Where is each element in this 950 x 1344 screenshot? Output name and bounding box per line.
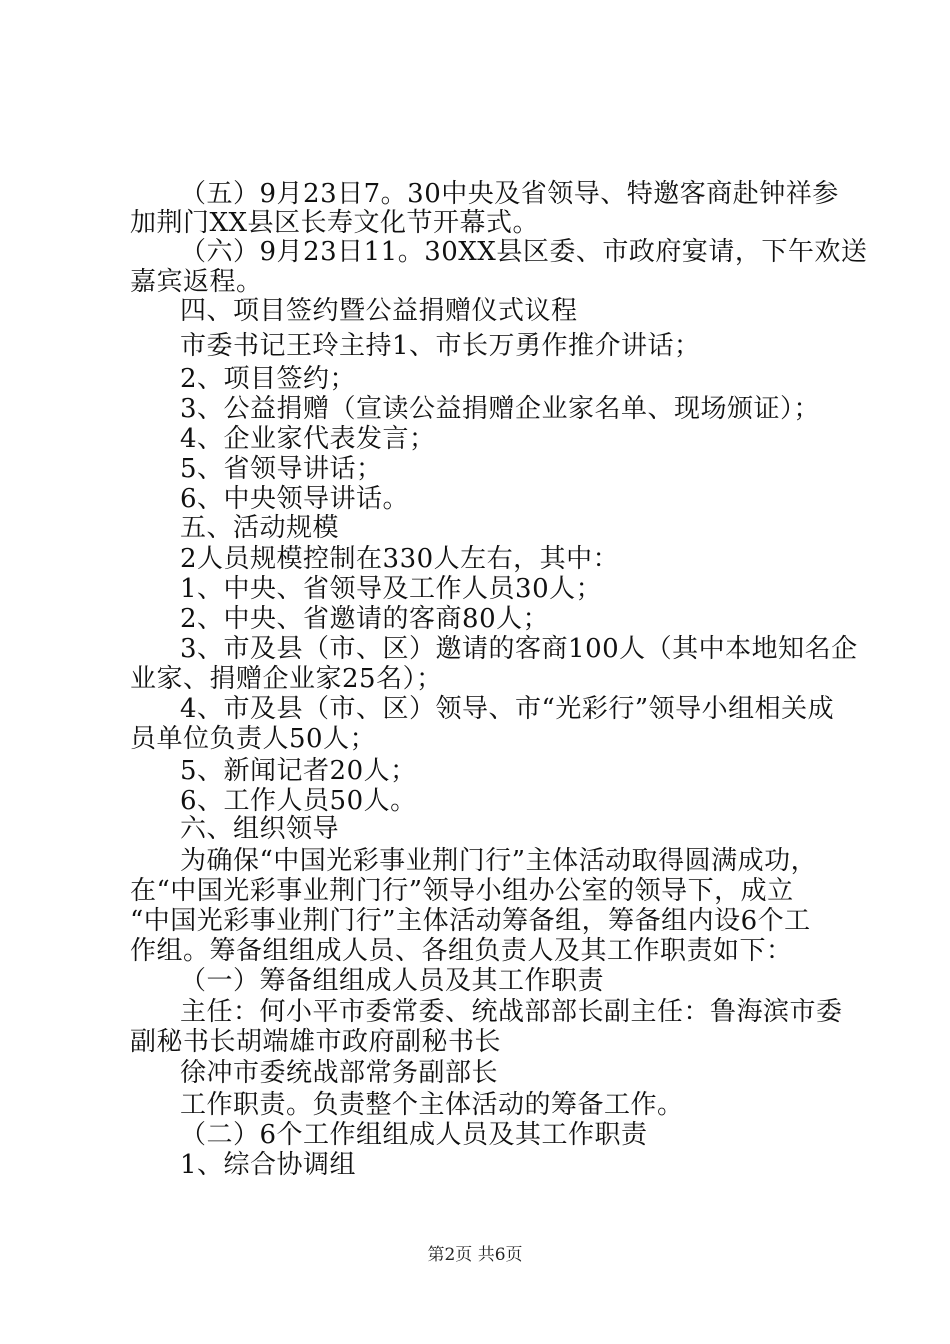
subsection-heading: （一）筹备组组成人员及其工作职责	[180, 966, 605, 996]
list-item: 4、市及县（市、区）领导、市“光彩行”领导小组相关成	[180, 694, 835, 724]
text-line: 2人员规模控制在330人左右，其中：	[180, 544, 620, 574]
list-item: 1、中央、省领导及工作人员30人；	[180, 574, 603, 604]
text-line: （五）9月23日7。30中央及省领导、特邀客商赴钟祥参	[180, 179, 839, 209]
text-line: 在“中国光彩事业荆门行”领导小组办公室的领导下，成立	[130, 876, 794, 906]
list-item: 4、企业家代表发言；	[180, 424, 436, 454]
text-line: （六）9月23日11。30XX县区委、市政府宴请，下午欢送	[180, 237, 868, 267]
text-line: 副秘书长胡端雄市政府副秘书长	[130, 1027, 502, 1057]
text-line: 员单位负责人50人；	[130, 724, 377, 754]
list-item: 6、工作人员50人。	[180, 786, 417, 816]
text-line: 工作职责。负责整个主体活动的筹备工作。	[180, 1090, 684, 1120]
text-line: 为确保“中国光彩事业荆门行”主体活动取得圆满成功，	[180, 846, 818, 876]
text-line: “中国光彩事业荆门行”主体活动筹备组，筹备组内设6个工	[130, 906, 811, 936]
list-item: 5、新闻记者20人；	[180, 756, 417, 786]
text-line: 加荆门XX县区长寿文化节开幕式。	[130, 208, 540, 238]
section-heading: 六、组织领导	[180, 814, 340, 844]
text-line: 市委书记王玲主持1、市长万勇作推介讲话；	[180, 331, 701, 361]
list-item: 1、综合协调组	[180, 1150, 357, 1180]
list-item: 3、公益捐赠（宣读公益捐赠企业家名单、现场颁证）；	[180, 394, 821, 424]
text-line: 徐冲市委统战部常务副部长	[180, 1058, 499, 1088]
list-item: 6、中央领导讲话。	[180, 484, 410, 514]
text-line: 嘉宾返程。	[130, 267, 263, 297]
subsection-heading: （二）6个工作组组成人员及其工作职责	[180, 1120, 648, 1150]
text-line: 主任：何小平市委常委、统战部部长副主任：鲁海滨市委	[180, 997, 843, 1027]
section-heading: 五、活动规模	[180, 513, 340, 543]
text-line: 作组。筹备组组成人员、各组负责人及其工作职责如下：	[130, 936, 793, 966]
list-item: 2、项目签约；	[180, 364, 357, 394]
list-item: 3、市及县（市、区）邀请的客商100人（其中本地知名企	[180, 634, 858, 664]
section-heading: 四、项目签约暨公益捐赠仪式议程	[180, 296, 578, 326]
text-line: 业家、捐赠企业家25名）；	[130, 664, 443, 694]
list-item: 2、中央、省邀请的客商80人；	[180, 604, 550, 634]
list-item: 5、省领导讲话；	[180, 454, 383, 484]
page-number-footer: 第2页 共6页	[427, 1245, 523, 1265]
